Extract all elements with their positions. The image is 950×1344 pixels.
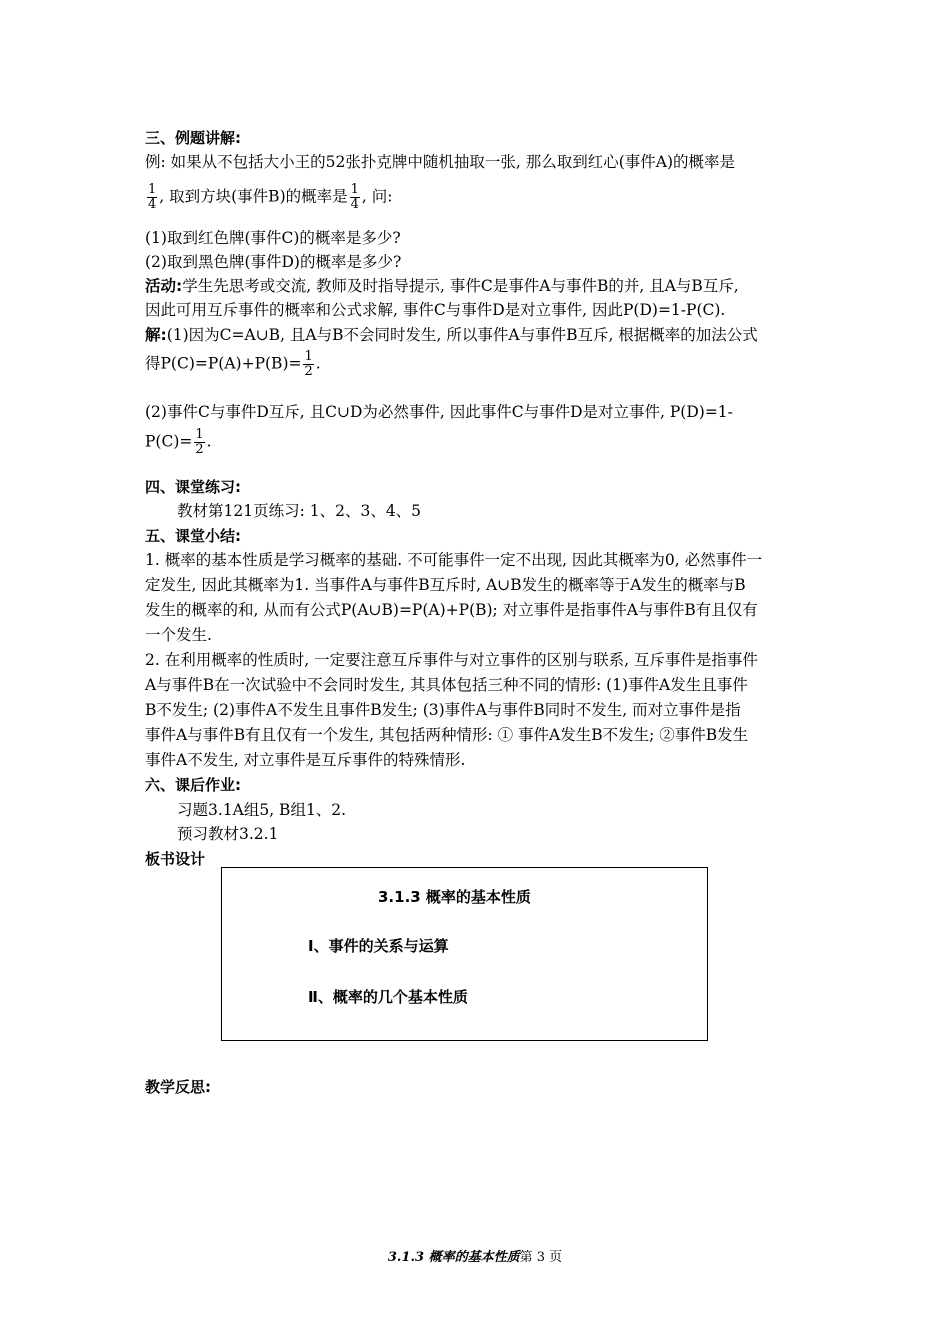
homework-line-2: 预习教材3.2.1 [177, 825, 279, 843]
summary-p2-line-1: 2. 在利用概率的性质时, 一定要注意互斥事件与对立事件的区别与联系, 互斥事件是指事件 [145, 651, 758, 669]
question-1: (1)取到红色牌(事件C)的概率是多少? [145, 229, 401, 247]
footer-title: 3.1.3 概率的基本性质 [387, 1250, 520, 1265]
activity-line-1: 活动:学生先思考或交流, 教师及时指导提示, 事件C是事件A与事件B的并, 且A与B互斥, [145, 277, 739, 295]
example-text-line-2: $\frac{1}{4}$ , 取到方块(事件B)的概率是 $\frac{1}{4}$ , 问: [148, 182, 393, 212]
summary-p1-line-2: 定发生, 因此其概率为1. 当事件A与事件B互斥时, A∪B发生的概率等于A发生的概率与B [145, 576, 746, 594]
summary-p1-line-3: 发生的概率的和, 从而有公式P(A∪B)=P(A)+P(B); 对立事件是指事件A与事件B有且仅有 [145, 601, 758, 619]
section-6-heading: 六、课后作业: [145, 776, 241, 794]
fraction-one-half: $\frac{1}{2}$ [195, 427, 204, 457]
fraction-one-quarter: $\frac{1}{4}$ [148, 182, 157, 212]
practice-line: 教材第121页练习: 1、2、3、4、5 [177, 502, 422, 520]
solution-label: 解: [145, 326, 167, 344]
summary-p2-line-3: B不发生; (2)事件A不发生且事件B发生; (3)事件A与事件B同时不发生, 而对立事件是指 [145, 701, 741, 719]
fraction-one-quarter: $\frac{1}{4}$ [350, 182, 359, 212]
example-text-line-1: 例: 如果从不包括大小王的52张扑克牌中随机抽取一张, 那么取到红心(事件A)的概率是 [145, 153, 736, 171]
board-design-heading: 板书设计 [145, 850, 206, 868]
solution-line-2: 得P(C)=P(A)+P(B)= $\frac{1}{2}$ . [145, 349, 321, 379]
summary-p1-line-4: 一个发生. [145, 626, 212, 644]
section-4-heading: 四、课堂练习: [145, 478, 241, 496]
summary-p2-line-2: A与事件B在一次试验中不会同时发生, 其具体包括三种不同的情形: (1)事件A发生且事件 [145, 676, 748, 694]
board-item-1: Ⅰ、事件的关系与运算 [308, 937, 449, 955]
summary-p1-line-1: 1. 概率的基本性质是学习概率的基础. 不可能事件一定不出现, 因此其概率为0, 必然事件一 [145, 551, 763, 569]
solution-line-4: P(C)= $\frac{1}{2}$ . [145, 427, 212, 457]
board-title: 3.1.3 概率的基本性质 [378, 888, 531, 906]
section-5-heading: 五、课堂小结: [145, 527, 241, 545]
activity-label: 活动: [145, 277, 183, 295]
footer-page-number: 第 3 页 [519, 1250, 563, 1265]
homework-line-1: 习题3.1A组5, B组1、2. [177, 801, 347, 819]
board-item-2: Ⅱ、概率的几个基本性质 [308, 988, 468, 1006]
section-3-heading: 三、例题讲解: [145, 129, 241, 147]
solution-line-1: 解:(1)因为C=A∪B, 且A与B不会同时发生, 所以事件A与事件B互斥, 根据概率的加法公式 [145, 326, 758, 344]
summary-p2-line-4: 事件A与事件B有且仅有一个发生, 其包括两种情形: ① 事件A发生B不发生; ②事件B发生 [145, 726, 749, 744]
fraction-one-half: $\frac{1}{2}$ [304, 349, 313, 379]
activity-line-2: 因此可用互斥事件的概率和公式求解, 事件C与事件D是对立事件, 因此P(D)=1-P(C). [145, 301, 726, 319]
reflection-heading: 教学反思: [145, 1078, 211, 1096]
question-2: (2)取到黑色牌(事件D)的概率是多少? [145, 253, 402, 271]
summary-p2-line-5: 事件A不发生, 对立事件是互斥事件的特殊情形. [145, 751, 466, 769]
page-footer [0, 1246, 950, 1265]
board-design-box [221, 867, 708, 1041]
solution-line-3: (2)事件C与事件D互斥, 且C∪D为必然事件, 因此事件C与事件D是对立事件, P(D)=1- [145, 403, 733, 421]
